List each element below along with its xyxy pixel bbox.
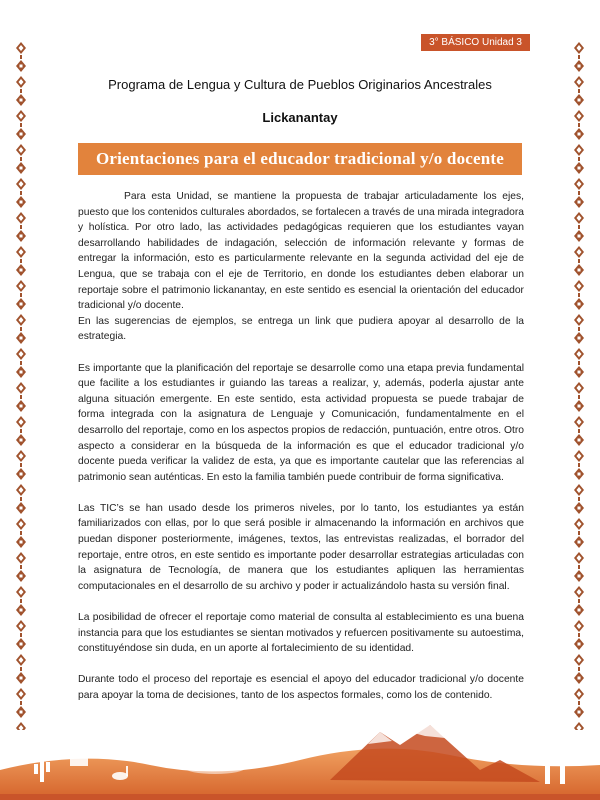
unit-tab: 3° BÁSICO Unidad 3 xyxy=(421,34,530,51)
decorative-border-left xyxy=(14,40,28,730)
body-text xyxy=(78,189,524,704)
paragraph: La posibilidad de ofrecer el reportaje como material de consulta al establecimiento es una buena instancia para que los estudiantes se sientan motivados y refuercen positivamente su autoestima, constituyéndose sin duda, en un aporte al fortalecimiento de su identidad. xyxy=(78,612,524,655)
program-title: Programa de Lengua y Cultura de Pueblos Originarios Ancestrales xyxy=(108,77,492,92)
paragraph: Es importante que la planificación del reportaje se desarrolle como una etapa previa fundamental que facilite a los estudiantes ir guiando las tareas a realizar, y, además, poderla ajustar ante alguna situación emergente. En este sentido, esta actividad propuesta se puede trabajar de forma integrada con la asignatura de Lenguaje y Comunicación, fundamentalmente en el desarrollo del reportaje, como en los aspectos propios de redacción, puntuación, entre otros. Otro aspecto a considerar en la búsqueda de la información es que el educador tradicional y/o docente pueda verificar la validez de esta, ya que es importante cautelar que las referencias al patrimonio sean auténticas. En esto la familia también puede contribuir de forma significativa. xyxy=(78,362,524,483)
paragraph: Durante todo el proceso del reportaje es esencial el apoyo del educador tradicional y/o docente para apoyar la toma de decisiones, tanto de los aspectos formales, como los de contenido. xyxy=(78,674,524,701)
paragraph: En las sugerencias de ejemplos, se entrega un link que pudiera apoyar al desarrollo de la estrategia. xyxy=(78,315,524,343)
paragraph: Para esta Unidad, se mantiene la propuesta de trabajar articuladamente los ejes, puesto que los contenidos culturales abordados, se fortalecen a través de una mirada integradora y holística. Por otro lado, las actividades pedagógicas requieren que los estudiantes vayan desarrollando habilidades de indagación, selección de información relevante y formas de entregar la información, esto es particularmente relevante en la segunda actividad del eje de Lengua, que se trabaja con el eje de Territorio, en donde los estudiantes deben elaborar un reportaje sobre el patrimonio lickanantay, en este sentido es esencial la orientación del educador tradicional y/o docente. xyxy=(78,191,524,312)
section-banner-title: Orientaciones para el educador tradicional y/o docente xyxy=(95,149,505,168)
section-banner xyxy=(78,143,522,175)
footer-landscape-illustration xyxy=(0,710,600,800)
decorative-border-right xyxy=(572,40,586,730)
paragraph: Las TIC’s se han usado desde los primeros niveles, por lo tanto, los estudiantes ya están familiarizados con ellas, por lo que será posible ir almacenando la información en archivos que puedan disponer posteriormente, imágenes, textos, las entrevistas realizadas, el borrador del reportaje, entre otros, en este sentido es importante poder desarrollar estrategias articuladas con la asignatura de Tecnología, de manera que los estudiantes apliquen las herramientas computacionales en el desarrollo de su archivo y poder ir actualizándolo hasta su versión final. xyxy=(78,502,524,592)
page-subtitle: Lickanantay xyxy=(262,110,338,125)
